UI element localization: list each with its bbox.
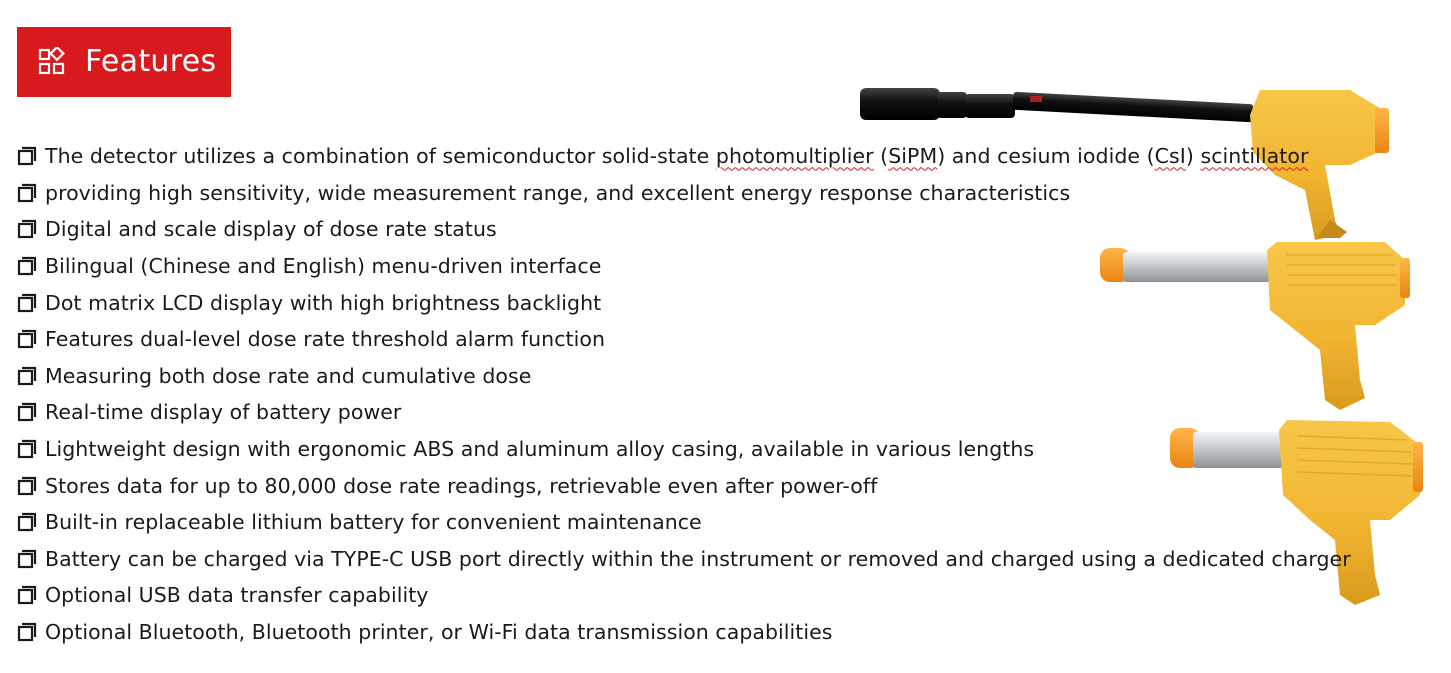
feature-text: Battery can be charged via TYPE-C USB port directly within the instrument or removed and charged using a dedicated charger (45, 546, 1351, 571)
feature-item (17, 284, 1351, 321)
feature-item (17, 175, 1351, 212)
feature-item (17, 541, 1351, 578)
feature-item (17, 614, 1351, 651)
feature-text-part: ( (873, 144, 889, 169)
feature-text (45, 144, 1308, 168)
feature-text: Measuring both dose rate and cumulative dose (45, 363, 532, 388)
feature-text: Features dual-level dose rate threshold alarm function (45, 327, 605, 352)
feature-item (17, 248, 1351, 285)
feature-text: Dot matrix LCD display with high brightness backlight (45, 290, 602, 315)
feature-item (17, 467, 1351, 504)
feature-text: Stores data for up to 80,000 dose rate readings, retrievable even after power-off (45, 473, 878, 498)
feature-text: Optional Bluetooth, Bluetooth printer, or Wi-Fi data transmission capabilities (45, 620, 833, 645)
feature-text-part: The detector utilizes a combination of semiconductor solid-state (45, 144, 716, 169)
checkbox-icon (17, 512, 37, 532)
checkbox-icon (17, 366, 37, 386)
feature-text: Built-in replaceable lithium battery for convenient maintenance (45, 510, 702, 535)
feature-item (17, 138, 1351, 175)
feature-item (17, 431, 1351, 468)
feature-text: Optional USB data transfer capability (45, 583, 429, 608)
checkbox-icon (17, 183, 37, 203)
features-header (17, 27, 231, 97)
checkbox-icon (17, 622, 37, 642)
feature-term: CsI (1154, 144, 1186, 169)
feature-text: Real-time display of battery power (45, 400, 402, 425)
feature-term: photomultiplier (715, 144, 874, 169)
feature-text-part: ) (1185, 144, 1201, 169)
feature-item (17, 211, 1351, 248)
feature-text: providing high sensitivity, wide measurement range, and excellent energy response characteristics (45, 180, 1071, 205)
grid-diamond-icon (37, 47, 67, 77)
checkbox-icon (17, 439, 37, 459)
feature-text-part: ) and cesium iodide ( (937, 144, 1155, 169)
feature-text: Bilingual (Chinese and English) menu-driven interface (45, 254, 602, 279)
feature-item (17, 394, 1351, 431)
feature-item (17, 577, 1351, 614)
feature-text: Digital and scale display of dose rate status (45, 217, 497, 242)
checkbox-icon (17, 549, 37, 569)
feature-term: scintillator (1200, 144, 1309, 169)
checkbox-icon (17, 585, 37, 605)
feature-item (17, 358, 1351, 395)
checkbox-icon (17, 476, 37, 496)
checkbox-icon (17, 293, 37, 313)
feature-item (17, 504, 1351, 541)
features-list (17, 138, 1351, 650)
checkbox-icon (17, 146, 37, 166)
feature-term: SiPM (888, 144, 938, 169)
checkbox-icon (17, 329, 37, 349)
checkbox-icon (17, 256, 37, 276)
checkbox-icon (17, 402, 37, 422)
feature-item (17, 321, 1351, 358)
checkbox-icon (17, 219, 37, 239)
page-title: Features (85, 44, 217, 79)
feature-text: Lightweight design with ergonomic ABS and aluminum alloy casing, available in various lengths (45, 437, 1035, 462)
